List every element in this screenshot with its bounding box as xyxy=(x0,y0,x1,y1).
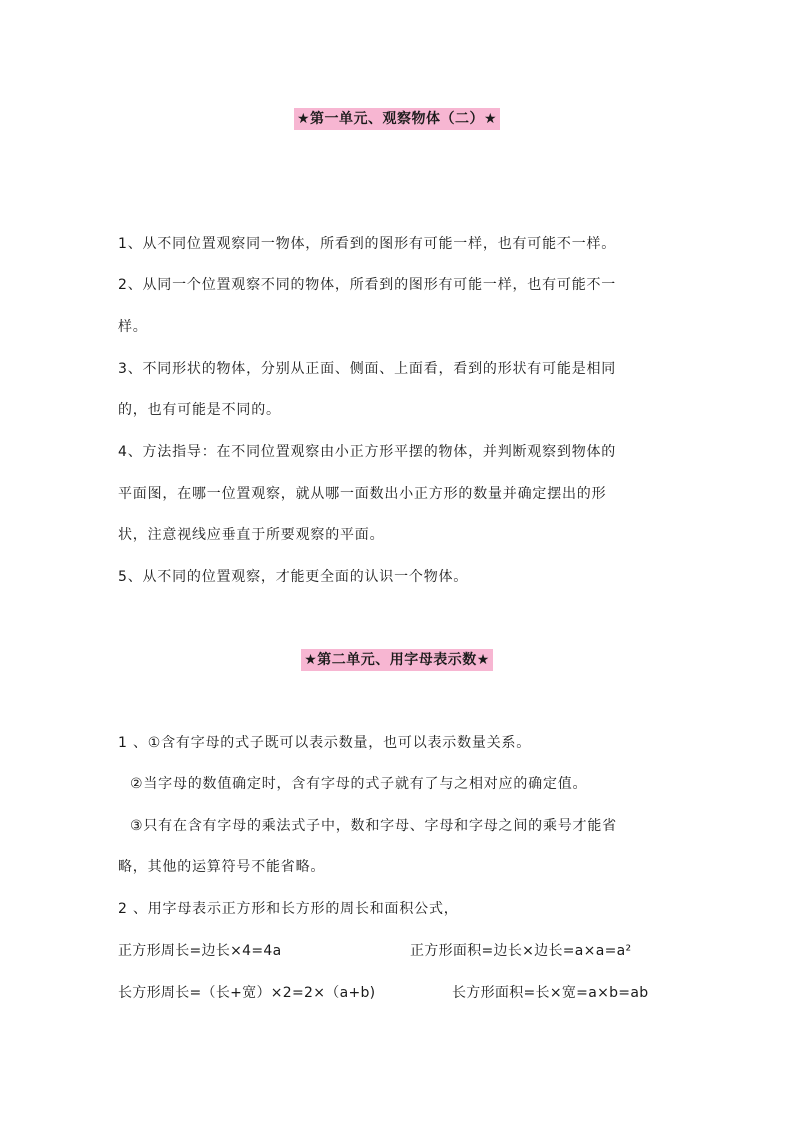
unit1-line-8: 状，注意视线应垂直于所要观察的平面。 xyxy=(118,527,385,543)
unit1-line-1: 1、从不同位置观察同一物体，所看到的图形有可能一样，也有可能不一样。 xyxy=(118,236,617,252)
square-area-formula: 正方形面积=边长×边长=a×a=a² xyxy=(410,943,632,959)
unit1-line-3: 样。 xyxy=(118,319,148,335)
unit1-line-2: 2、从同一个位置观察不同的物体，所看到的图形有可能一样，也有可能不一 xyxy=(118,277,617,293)
unit2-heading xyxy=(0,649,794,671)
unit2-title: ★第二单元、用字母表示数★ xyxy=(301,649,493,671)
unit2-line-1: 1 、①含有字母的式子既可以表示数量，也可以表示数量关系。 xyxy=(118,735,532,751)
unit1-heading xyxy=(0,108,794,130)
unit2-line-2: ②当字母的数值确定时，含有字母的式子就有了与之相对应的确定值。 xyxy=(130,776,588,792)
unit1-line-4: 3、不同形状的物体，分别从正面、侧面、上面看，看到的形状有可能是相同 xyxy=(118,361,617,377)
unit1-line-5: 的，也有可能是不同的。 xyxy=(118,402,281,418)
unit1-line-6: 4、方法指导：在不同位置观察由小正方形平摆的物体，并判断观察到物体的 xyxy=(118,444,617,460)
unit2-line-4: 略，其他的运算符号不能省略。 xyxy=(118,859,326,875)
rect-area-formula: 长方形面积=长×宽=a×b=ab xyxy=(452,985,649,1001)
rect-perimeter-formula: 长方形周长=（长+宽）×2=2×（a+b) xyxy=(118,985,376,1001)
unit2-line-5: 2 、用字母表示正方形和长方形的周长和面积公式， xyxy=(118,901,459,917)
unit1-line-7: 平面图，在哪一位置观察，就从哪一面数出小正方形的数量并确定摆出的形 xyxy=(118,486,607,502)
square-perimeter-formula: 正方形周长=边长×4=4a xyxy=(118,943,282,959)
unit1-title: ★第一单元、观察物体（二）★ xyxy=(294,108,500,130)
unit1-line-9: 5、从不同的位置观察，才能更全面的认识一个物体。 xyxy=(118,569,469,585)
unit2-line-3: ③只有在含有字母的乘法式子中，数和字母、字母和字母之间的乘号才能省 xyxy=(130,818,617,834)
